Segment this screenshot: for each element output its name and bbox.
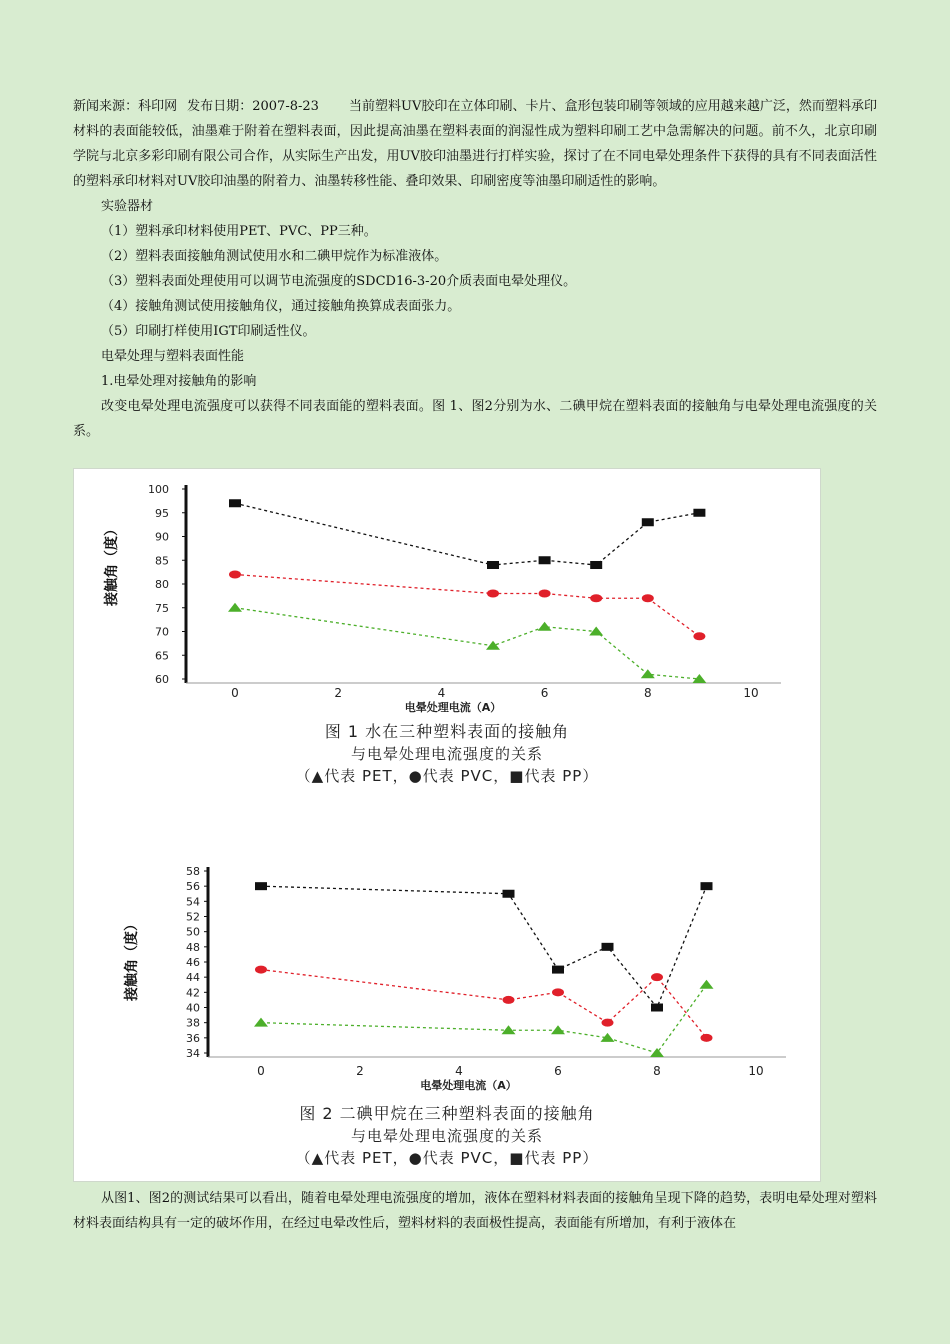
- data-point-pp: [642, 518, 654, 526]
- y-tick-label: 44: [186, 971, 200, 985]
- x-tick-label: 8: [643, 686, 652, 700]
- y-tick-label: 75: [155, 601, 169, 615]
- data-point-pvc: [229, 571, 241, 579]
- section-heading: 电晕处理与塑料表面性能: [101, 349, 245, 364]
- data-point-pp: [602, 943, 614, 951]
- equipment-item: （5）印刷打样使用IGT印刷适性仪。: [101, 324, 316, 339]
- y-tick-label: 52: [186, 910, 200, 924]
- series-line-pp: [261, 886, 707, 1007]
- x-tick-label: 6: [540, 686, 549, 700]
- figure-intro-paragraph: 改变电晕处理电流强度可以获得不同表面能的塑料表面。图 1、图2分别为水、二碘甲烷在塑料表面的接触角与电晕处理电流强度的关系。: [73, 399, 877, 439]
- y-tick-label: 65: [155, 649, 169, 663]
- data-point-pvc: [539, 590, 551, 598]
- data-point-pp: [503, 890, 515, 898]
- data-point-pp: [590, 561, 602, 569]
- intro-block: [73, 94, 877, 444]
- y-axis-title: 接触角（度）: [124, 917, 140, 1001]
- y-tick-label: 58: [186, 865, 200, 878]
- equipment-item: （2）塑料表面接触角测试使用水和二碘甲烷作为标准液体。: [101, 249, 448, 264]
- equipment-item: （1）塑料承印材料使用PET、PVC、PP三种。: [101, 224, 377, 239]
- data-point-pet: [538, 622, 552, 631]
- y-tick-label: 80: [155, 578, 169, 591]
- data-point-pp: [255, 882, 267, 890]
- equipment-item: （4）接触角测试使用接触角仪，通过接触角换算成表面张力。: [101, 299, 461, 314]
- x-tick-label: 4: [455, 1064, 463, 1078]
- data-point-pp: [229, 499, 241, 507]
- data-point-pvc: [701, 1034, 713, 1042]
- data-point-pp: [552, 966, 564, 974]
- data-point-pvc: [651, 973, 663, 981]
- figure-caption-line: 图 2 二碘甲烷在三种塑料表面的接触角: [299, 1104, 595, 1123]
- y-tick-label: 38: [186, 1016, 200, 1030]
- data-point-pp: [693, 509, 705, 517]
- x-axis-title: 电晕处理电流（A）: [420, 1079, 517, 1092]
- news-source: 新闻来源：科印网: [73, 99, 178, 114]
- x-tick-label: 8: [653, 1064, 661, 1078]
- data-point-pvc: [255, 966, 267, 974]
- figure-caption-line: （▲代表 PET，●代表 PVC，■代表 PP）: [295, 767, 599, 785]
- series-line-pet: [235, 608, 699, 679]
- data-point-pp: [651, 1004, 663, 1012]
- data-point-pvc: [503, 996, 515, 1004]
- intro-text: 当前塑料UV胶印在立体印刷、卡片、盒形包装印刷等领域的应用越来越广泛，然而塑料承印材料的表面能较低，油墨难于附着在塑料表面，因此提高油墨在塑料表面的润湿性成为塑料印刷工艺中急需解决的问题。前不久，北京印刷学院与北京多彩印刷有限公司合作，从实际生产出发，用UV胶印油墨进行打样实验，探讨了在不同电晕处理条件下获得的具有不同表面活性的塑料承印材料对UV胶印油墨的附着力、油墨转移性能、叠印效果、印刷密度等油墨印刷适性的影响。: [73, 99, 877, 189]
- y-tick-label: 100: [148, 483, 169, 496]
- series-line-pvc: [261, 970, 707, 1038]
- y-tick-label: 50: [186, 925, 200, 939]
- data-point-pet: [700, 980, 714, 989]
- series-line-pvc: [235, 575, 699, 637]
- y-tick-label: 46: [186, 956, 200, 969]
- y-tick-label: 60: [155, 673, 169, 686]
- x-tick-label: 2: [356, 1064, 364, 1078]
- x-tick-label: 10: [743, 686, 759, 700]
- y-tick-label: 40: [186, 1001, 200, 1015]
- y-tick-label: 70: [155, 625, 169, 639]
- y-tick-label: 34: [186, 1047, 200, 1060]
- intro-paragraph: [73, 94, 877, 194]
- data-point-pvc: [590, 594, 602, 602]
- x-tick-label: 10: [748, 1064, 764, 1078]
- data-point-pvc: [487, 590, 499, 598]
- data-point-pvc: [693, 632, 705, 640]
- data-point-pet: [228, 603, 242, 612]
- x-axis-title: 电晕处理电流（A）: [404, 701, 502, 714]
- chart-figure-1: [103, 483, 781, 785]
- equipment-heading: 实验器材: [101, 199, 154, 214]
- data-point-pp: [487, 561, 499, 569]
- data-point-pet: [486, 641, 500, 650]
- y-tick-label: 56: [186, 880, 200, 894]
- data-point-pet: [551, 1025, 565, 1034]
- series-line-pet: [261, 985, 707, 1053]
- equipment-item: （3）塑料表面处理使用可以调节电流强度的SDCD16-3-20介质表面电晕处理仪。: [101, 274, 577, 289]
- data-point-pp: [539, 556, 551, 564]
- subsection-heading: 1.电晕处理对接触角的影响: [101, 374, 257, 389]
- figure-caption-line: 与电晕处理电流强度的关系: [350, 745, 544, 763]
- x-tick-label: 6: [554, 1064, 562, 1078]
- data-point-pvc: [602, 1019, 614, 1027]
- figure-caption-line: （▲代表 PET，●代表 PVC，■代表 PP）: [295, 1149, 599, 1167]
- series-line-pp: [235, 503, 699, 565]
- data-point-pvc: [642, 594, 654, 602]
- y-tick-label: 85: [155, 554, 169, 568]
- y-tick-label: 90: [155, 530, 169, 544]
- chart-figure-2: [123, 865, 786, 1167]
- y-axis-title: 接触角（度）: [104, 522, 120, 606]
- x-tick-label: 0: [257, 1064, 265, 1078]
- figure-container: [73, 468, 821, 1182]
- x-tick-label: 0: [231, 686, 239, 700]
- y-tick-label: 36: [186, 1031, 200, 1045]
- y-tick-label: 54: [186, 895, 200, 909]
- y-tick-label: 42: [186, 986, 200, 1000]
- figure-caption-line: 与电晕处理电流强度的关系: [350, 1127, 544, 1145]
- x-tick-label: 4: [437, 686, 446, 700]
- y-tick-label: 48: [186, 940, 200, 954]
- data-point-pet: [254, 1018, 268, 1027]
- publish-date: 发布日期：2007-8-23: [187, 99, 319, 114]
- conclusion-paragraph: 从图1、图2的测试结果可以看出，随着电晕处理电流强度的增加，液体在塑料材料表面的接触角呈现下降的趋势，表明电晕处理对塑料材料表面结构具有一定的破坏作用，在经过电晕改性后，塑料材料的表面极性提高，表面能有所增加，有利于液体在: [73, 1191, 877, 1231]
- conclusion-block: [73, 1186, 877, 1236]
- data-point-pet: [650, 1048, 664, 1057]
- x-tick-label: 2: [334, 686, 343, 700]
- data-point-pvc: [552, 988, 564, 996]
- figure-caption-line: 图 1 水在三种塑料表面的接触角: [324, 722, 570, 741]
- data-point-pp: [701, 882, 713, 890]
- y-tick-label: 95: [155, 506, 169, 520]
- figures-svg: [74, 469, 820, 1181]
